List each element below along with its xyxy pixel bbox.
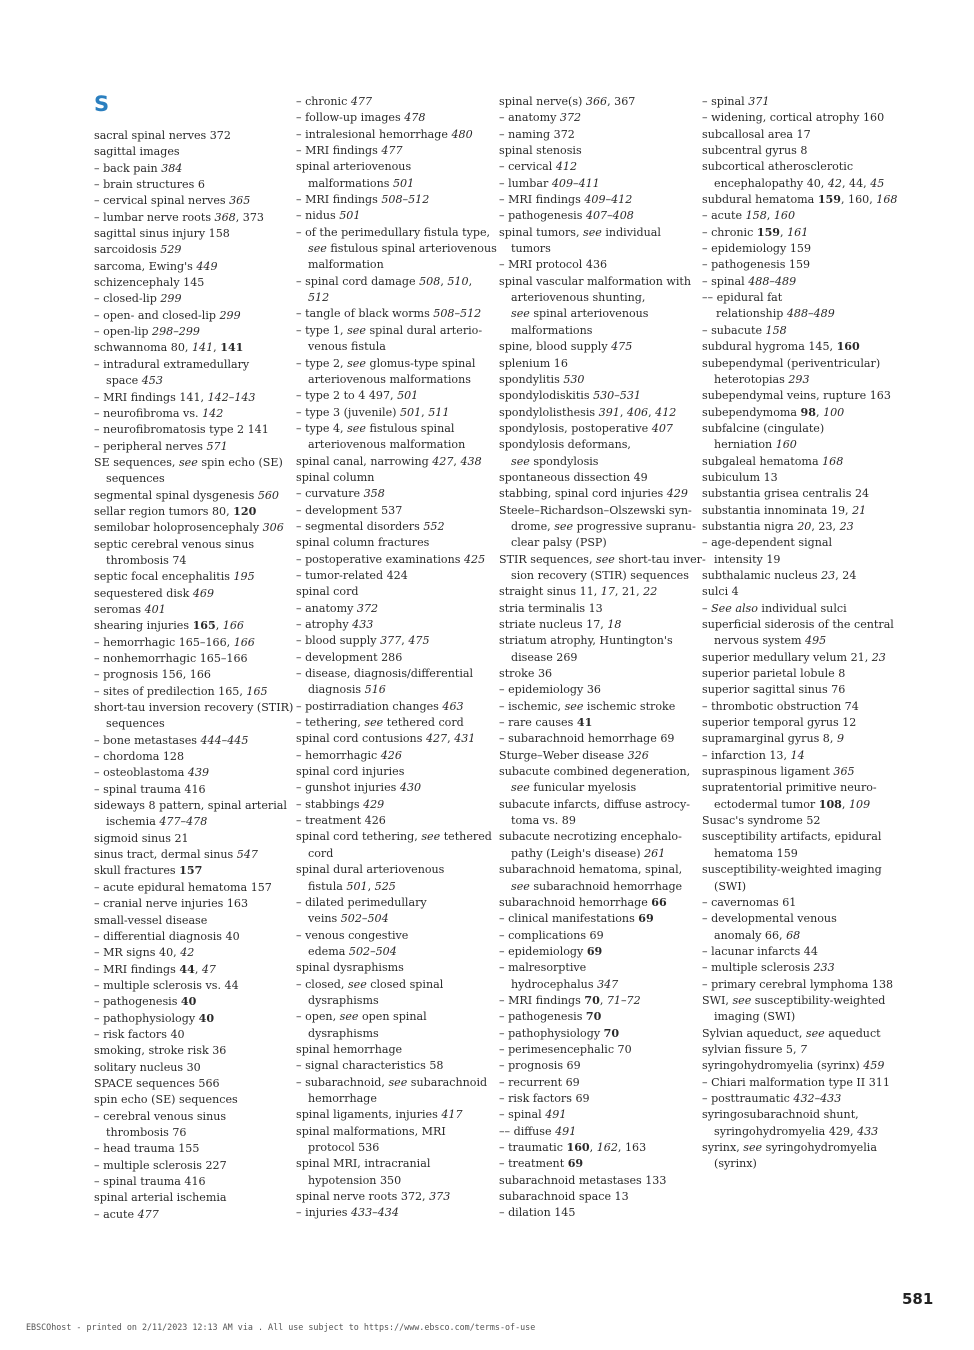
- index-entry: – postirradiation changes 463: [296, 699, 464, 713]
- index-entry: malformation: [308, 258, 384, 272]
- index-entry: spinal cord injuries: [296, 765, 405, 779]
- index-entry: schizencephaly 145: [94, 276, 205, 290]
- index-entry: – type 1, see spinal dural arterio-: [296, 323, 483, 337]
- index-entry: supramarginal gyrus 8, 9: [702, 732, 844, 746]
- index-column-4: [702, 94, 898, 1173]
- index-entry: – subarachnoid, see subarachnoid: [296, 1075, 488, 1089]
- index-entry: spinal arterial ischemia: [94, 1191, 227, 1205]
- index-entry: spondylosis, postoperative 407: [499, 421, 673, 435]
- index-entry: fistula 501, 525: [308, 879, 396, 893]
- index-entry: spine, blood supply 475: [499, 340, 633, 354]
- index-entry: 512: [308, 291, 330, 305]
- index-entry: Sturge–Weber disease 326: [499, 748, 649, 762]
- index-entry: subacute infarcts, diffuse astrocy-: [499, 797, 691, 811]
- index-entry: – epidemiology 69: [499, 944, 603, 958]
- index-entry: Susac's syndrome 52: [702, 814, 821, 828]
- index-entry: – sites of predilection 165, 165: [94, 684, 268, 698]
- index-entry: superior medullary velum 21, 23: [702, 650, 886, 664]
- index-entry: – head trauma 155: [94, 1142, 200, 1156]
- index-entry: hematoma 159: [714, 846, 798, 860]
- index-entry: – risk factors 69: [499, 1091, 590, 1105]
- index-entry: – MRI findings 409–412: [499, 193, 633, 207]
- index-entry: – cervical 412: [499, 160, 578, 174]
- index-entry: – blood supply 377, 475: [296, 634, 430, 648]
- index-entry: – chronic 477: [296, 95, 373, 108]
- index-entry: spinal cord contusions 427, 431: [296, 732, 476, 746]
- index-entry: sarcoma, Ewing's 449: [94, 259, 218, 273]
- index-entry: see spinal arteriovenous: [511, 307, 649, 321]
- index-entry: ischemia 477–478: [106, 815, 208, 829]
- index-entry: – risk factors 40: [94, 1027, 185, 1041]
- index-entry: spinal column fractures: [296, 536, 430, 550]
- index-entry: – closed-lip 299: [94, 292, 182, 306]
- index-entry: spinal hemorrhage: [296, 1042, 403, 1056]
- index-entry: – tangle of black worms 508–512: [296, 307, 482, 321]
- index-entry: supratentorial primitive neuro-: [702, 781, 877, 795]
- index-entry: – pathophysiology 40: [94, 1011, 215, 1025]
- index-entry: – infarction 13, 14: [702, 748, 805, 762]
- index-entry: – closed, see closed spinal: [296, 977, 444, 991]
- index-entry: – postoperative examinations 425: [296, 552, 486, 566]
- index-entry: – developmental venous: [702, 912, 837, 926]
- index-entry: malformations: [511, 323, 593, 337]
- index-entry: – peripheral nerves 571: [94, 439, 228, 453]
- index-entry: toma vs. 89: [511, 814, 576, 828]
- index-entry: sacral spinal nerves 372: [94, 129, 231, 142]
- index-entry: – spinal 491: [499, 1108, 567, 1122]
- index-entry: sinus tract, dermal sinus 547: [94, 848, 258, 862]
- index-entry: solitary nucleus 30: [94, 1060, 201, 1074]
- index-entry: spondylodiskitis 530–531: [499, 389, 641, 403]
- index-entry: – intralesional hemorrhage 480: [296, 127, 473, 141]
- index-entry: sequences: [106, 472, 165, 486]
- index-entry: – prognosis 69: [499, 1059, 581, 1073]
- index-entry: – disease, diagnosis/differential: [296, 667, 474, 681]
- index-entry: – curvature 358: [296, 487, 385, 501]
- index-entry: arteriovenous malformation: [308, 438, 466, 452]
- index-entry: subarachnoid hematoma, spinal,: [499, 863, 683, 877]
- index-entry: – hemorrhagic 426: [296, 748, 402, 762]
- index-entry: hemorrhage: [308, 1091, 377, 1105]
- index-entry: – type 3 (juvenile) 501, 511: [296, 405, 450, 419]
- index-entry: – anatomy 372: [499, 111, 582, 125]
- index-entry: – spinal cord damage 508, 510,: [296, 274, 473, 288]
- index-entry: – tumor-related 424: [296, 568, 408, 582]
- index-entry: clear palsy (PSP): [511, 536, 607, 550]
- index-entry: disease 269: [511, 650, 578, 664]
- index-entry: – cerebral venous sinus: [94, 1109, 227, 1123]
- index-entry: stroke 36: [499, 667, 553, 681]
- index-entry: subiculum 13: [702, 470, 778, 484]
- index-entry: subcortical atherosclerotic: [702, 160, 854, 174]
- index-entry: subdural hematoma 159, 160, 168: [702, 193, 898, 207]
- index-entry: – follow-up images 478: [296, 111, 426, 125]
- index-entry: – back pain 384: [94, 161, 183, 175]
- index-entry: – MRI protocol 436: [499, 258, 608, 272]
- index-entry: – type 2 to 4 497, 501: [296, 389, 419, 403]
- index-entry: sion recovery (STIR) sequences: [511, 568, 689, 582]
- index-entry: spondylolisthesis 391, 406, 412: [499, 405, 677, 419]
- index-entry: small-vessel disease: [94, 913, 208, 927]
- index-entry: – subacute 158: [702, 323, 787, 337]
- index-entry: pathy (Leigh's disease) 261: [511, 846, 666, 860]
- index-entry: – gunshot injuries 430: [296, 781, 422, 795]
- index-entry: subacute combined degeneration,: [499, 765, 691, 779]
- index-entry: intensity 19: [714, 552, 781, 566]
- index-entry: – Chiari malformation type II 311: [702, 1075, 890, 1089]
- index-entry: splenium 16: [499, 356, 568, 370]
- index-entry: – lacunar infarcts 44: [702, 944, 818, 958]
- index-entry: syringohydromyelia 429, 433: [714, 1124, 879, 1138]
- index-entry: – development 537: [296, 503, 403, 517]
- index-entry: – naming 372: [499, 127, 575, 141]
- index-entry: spinal dural arteriovenous: [296, 863, 445, 877]
- index-entry: relationship 488–489: [716, 307, 835, 321]
- index-entry: – nidus 501: [296, 209, 361, 223]
- index-entry: – acute 158, 160: [702, 209, 796, 223]
- index-entry: stria terminalis 13: [499, 601, 603, 615]
- index-entry: spinal cord: [296, 585, 359, 599]
- index-entry: striate nucleus 17, 18: [499, 618, 622, 631]
- index-entry: (syrinx): [714, 1157, 757, 1171]
- index-entry: subarachnoid metastases 133: [499, 1173, 667, 1187]
- index-entry: spinal canal, narrowing 427, 438: [296, 454, 482, 468]
- index-entry: drome, see progressive supranu-: [511, 519, 696, 533]
- index-entry: – rare causes 41: [499, 716, 593, 730]
- index-entry: syringosubarachnoid shunt,: [702, 1108, 859, 1122]
- index-entry: subependymal (periventricular): [702, 356, 881, 370]
- index-entry: substantia innominata 19, 21: [702, 503, 867, 517]
- index-entry: – epidemiology 36: [499, 683, 601, 697]
- index-entry: subgaleal hematoma 168: [702, 454, 844, 468]
- index-entry: – anatomy 372: [296, 601, 379, 615]
- index-entry: (SWI): [714, 879, 747, 893]
- index-entry: subcentral gyrus 8: [702, 144, 808, 158]
- index-entry: tumors: [511, 242, 551, 256]
- index-entry: sigmoid sinus 21: [94, 831, 189, 845]
- index-entry: STIR sequences, see short-tau inver-: [499, 552, 706, 566]
- index-entry: – clinical manifestations 69: [499, 912, 654, 926]
- index-entry: seromas 401: [94, 602, 166, 616]
- index-entry: – traumatic 160, 162, 163: [499, 1141, 647, 1154]
- index-entry: – of the perimedullary fistula type,: [296, 225, 491, 239]
- index-entry: protocol 536: [308, 1141, 380, 1154]
- index-entry: venous fistula: [308, 340, 386, 354]
- footer-text: EBSCOhost - printed on 2/11/2023 12:13 AM via . All use subject to https://www.ebsco.com/terms-of-use: [26, 1322, 536, 1332]
- index-entry: Sylvian aqueduct, see aqueduct: [702, 1026, 881, 1040]
- index-entry: – development 286: [296, 650, 403, 664]
- index-entry: spinal dysraphisms: [296, 961, 404, 975]
- index-entry: hypotension 350: [308, 1173, 402, 1187]
- index-entry: – acute 477: [94, 1207, 159, 1221]
- index-entry: encephalopathy 40, 42, 44, 45: [714, 176, 885, 190]
- index-entry: – ischemic, see ischemic stroke: [499, 699, 676, 713]
- index-entry: Steele–Richardson–Olszewski syn-: [499, 503, 692, 517]
- index-entry: – age-dependent signal: [702, 536, 833, 550]
- index-column-3: [499, 94, 706, 1222]
- index-entry: –– diffuse 491: [499, 1124, 577, 1138]
- index-entry: – spinal trauma 416: [94, 1175, 206, 1188]
- index-entry: SWI, see susceptibility-weighted: [702, 993, 886, 1007]
- index-entry: shearing injuries 165, 166: [94, 619, 244, 633]
- index-entry: – spinal trauma 416: [94, 782, 206, 796]
- index-entry: herniation 160: [714, 438, 797, 452]
- index-entry: – multiple sclerosis 227: [94, 1158, 227, 1172]
- index-entry: – dilated perimedullary: [296, 895, 427, 909]
- index-entry: – type 4, see fistulous spinal: [296, 421, 455, 435]
- index-entry: subthalamic nucleus 23, 24: [702, 568, 857, 582]
- index-entry: – chronic 159, 161: [702, 225, 809, 239]
- index-entry: spinal arteriovenous: [296, 160, 412, 174]
- index-entry: – treatment 426: [296, 814, 386, 828]
- index-entry: spinal malformations, MRI: [296, 1124, 446, 1138]
- index-entry: spinal vascular malformation with: [499, 274, 692, 288]
- index-entry: – pathogenesis 40: [94, 995, 197, 1009]
- index-entry: – open- and closed-lip 299: [94, 308, 241, 322]
- page-number: 581: [902, 1290, 934, 1308]
- index-entry: – pathophysiology 70: [499, 1026, 620, 1040]
- index-entry: dysraphisms: [308, 1026, 379, 1040]
- index-entry: sarcoidosis 529: [94, 243, 182, 257]
- index-entry: – osteoblastoma 439: [94, 766, 210, 780]
- index-entry: nervous system 495: [714, 634, 827, 648]
- index-entry: septic focal encephalitis 195: [94, 570, 255, 584]
- index-entry: – brain structures 6: [94, 178, 205, 192]
- index-entry: see spondylosis: [511, 454, 599, 468]
- index-entry: striatum atrophy, Huntington's: [499, 634, 673, 648]
- index-entry: arteriovenous shunting,: [511, 291, 646, 305]
- index-entry: spinal tumors, see individual: [499, 225, 661, 239]
- index-entry: sagittal sinus injury 158: [94, 227, 230, 241]
- index-entry: edema 502–504: [308, 944, 397, 958]
- index-entry: – subarachnoid hemorrhage 69: [499, 732, 675, 746]
- index-entry: superior sagittal sinus 76: [702, 683, 846, 697]
- index-entry: heterotopias 293: [714, 372, 810, 386]
- index-entry: subarachnoid space 13: [499, 1190, 629, 1204]
- index-entry: subcallosal area 17: [702, 127, 811, 141]
- index-column-1: [94, 128, 294, 1223]
- index-entry: sulci 4: [702, 585, 739, 599]
- index-entry: – stabbings 429: [296, 797, 385, 811]
- index-entry: susceptibility artifacts, epidural: [702, 830, 882, 844]
- index-entry: – treatment 69: [499, 1157, 584, 1171]
- index-entry: – MRI findings 141, 142–143: [94, 390, 256, 404]
- index-entry: – hemorrhagic 165–166, 166: [94, 635, 255, 649]
- index-entry: – prognosis 156, 166: [94, 668, 211, 682]
- index-entry: – epidemiology 159: [702, 242, 811, 256]
- index-entry: sequestered disk 469: [94, 586, 215, 600]
- index-entry: see funicular myelosis: [511, 781, 637, 795]
- index-entry: – posttraumatic 432–433: [702, 1091, 842, 1105]
- index-entry: septic cerebral venous sinus: [94, 537, 255, 551]
- index-entry: cord: [308, 846, 334, 860]
- index-entry: dysraphisms: [308, 993, 379, 1007]
- index-entry: supraspinous ligament 365: [702, 765, 855, 779]
- index-entry: syrinx, see syringohydromyelia: [702, 1141, 877, 1154]
- index-entry: – perimesencephalic 70: [499, 1042, 632, 1056]
- index-entry: – MRI findings 477: [296, 144, 403, 158]
- index-entry: substantia nigra 20, 23, 23: [702, 519, 854, 533]
- index-entry: – acute epidural hematoma 157: [94, 880, 272, 894]
- index-entry: – pathogenesis 70: [499, 1010, 602, 1024]
- index-entry: – multiple sclerosis vs. 44: [94, 978, 239, 992]
- index-entry: – tethering, see tethered cord: [296, 716, 464, 730]
- index-entry: – lumbar 409–411: [499, 176, 600, 190]
- index-entry: segmental spinal dysgenesis 560: [94, 488, 279, 502]
- index-entry: smoking, stroke risk 36: [94, 1044, 227, 1058]
- index-entry: – neurofibroma vs. 142: [94, 406, 224, 420]
- index-entry: superior parietal lobule 8: [702, 667, 846, 681]
- index-entry: diagnosis 516: [308, 683, 386, 697]
- index-entry: substantia grisea centralis 24: [702, 487, 870, 501]
- index-entry: spontaneous dissection 49: [499, 470, 648, 484]
- index-entry: – spinal 488–489: [702, 274, 797, 288]
- index-entry: see subarachnoid hemorrhage: [511, 879, 683, 893]
- index-entry: – recurrent 69: [499, 1075, 580, 1089]
- index-entry: spinal nerve roots 372, 373: [296, 1190, 451, 1204]
- index-entry: – open-lip 298–299: [94, 325, 200, 339]
- index-entry: – primary cerebral lymphoma 138: [702, 977, 894, 991]
- index-entry: skull fractures 157: [94, 864, 203, 878]
- index-entry: hydrocephalus 347: [511, 977, 619, 991]
- index-entry: – thrombotic obstruction 74: [702, 699, 859, 713]
- index-entry: – cranial nerve injuries 163: [94, 897, 249, 911]
- index-entry: sideways 8 pattern, spinal arterial: [94, 799, 287, 813]
- index-entry: – signal characteristics 58: [296, 1059, 444, 1073]
- index-entry: – bone metastases 444–445: [94, 733, 249, 747]
- index-entry: – widening, cortical atrophy 160: [702, 111, 885, 125]
- index-entry: arteriovenous malformations: [308, 372, 471, 386]
- index-entry: spondylosis deformans,: [499, 438, 631, 452]
- index-entry: subependymoma 98, 100: [702, 405, 845, 419]
- index-entry: – lumbar nerve roots 368, 373: [94, 210, 264, 224]
- index-entry: – nonhemorrhagic 165–166: [94, 652, 248, 665]
- index-entry: – differential diagnosis 40: [94, 929, 240, 943]
- index-entry: semilobar holoprosencephaly 306: [94, 521, 284, 535]
- index-entry: – See also individual sulci: [702, 601, 847, 615]
- index-entry: – cervical spinal nerves 365: [94, 194, 251, 208]
- index-entry: subarachnoid hemorrhage 66: [499, 895, 667, 909]
- section-letter: S: [94, 92, 110, 116]
- index-column-2: [296, 94, 497, 1222]
- index-entry: sequences: [106, 717, 165, 731]
- index-entry: – MR signs 40, 42: [94, 946, 195, 960]
- index-entry: superior temporal gyrus 12: [702, 716, 857, 730]
- index-entry: schwannoma 80, 141, 141: [94, 341, 244, 355]
- index-entry: space 453: [106, 374, 163, 388]
- index-entry: veins 502–504: [308, 912, 389, 926]
- index-entry: syringohydromyelia (syrinx) 459: [702, 1059, 885, 1073]
- index-entry: sagittal images: [94, 145, 180, 159]
- index-entry: thrombosis 74: [106, 553, 187, 567]
- index-entry: – pathogenesis 159: [702, 258, 811, 272]
- index-entry: subependymal veins, rupture 163: [702, 389, 891, 403]
- index-entry: – neurofibromatosis type 2 141: [94, 423, 269, 437]
- index-entry: subacute necrotizing encephalo-: [499, 830, 682, 844]
- index-entry: – spinal 371: [702, 95, 770, 108]
- index-entry: spinal MRI, intracranial: [296, 1157, 431, 1171]
- index-entry: –– epidural fat: [702, 291, 783, 305]
- index-entry: subdural hygroma 145, 160: [702, 340, 860, 354]
- index-entry: spinal cord tethering, see tethered: [296, 830, 492, 844]
- index-entry: spin echo (SE) sequences: [94, 1093, 238, 1107]
- index-entry: spinal stenosis: [499, 144, 582, 158]
- index-entry: – MRI findings 44, 47: [94, 962, 216, 976]
- index-entry: – atrophy 433: [296, 618, 374, 631]
- index-entry: – malresorptive: [499, 961, 587, 975]
- index-entry: spinal ligaments, injuries 417: [296, 1108, 463, 1122]
- index-entry: – venous congestive: [296, 928, 409, 942]
- index-entry: straight sinus 11, 17, 21, 22: [499, 585, 658, 599]
- index-entry: – cavernomas 61: [702, 895, 797, 909]
- index-entry: sylvian fissure 5, 7: [702, 1042, 808, 1056]
- index-entry: sellar region tumors 80, 120: [94, 504, 257, 518]
- index-entry: susceptibility-weighted imaging: [702, 863, 882, 877]
- index-entry: – complications 69: [499, 928, 604, 942]
- index-entry: – pathogenesis 407–408: [499, 209, 634, 223]
- index-entry: malformations 501: [308, 176, 415, 190]
- index-entry: – multiple sclerosis 233: [702, 961, 835, 975]
- index-entry: – open, see open spinal: [296, 1010, 427, 1024]
- index-entry: thrombosis 76: [106, 1125, 187, 1139]
- index-entry: ectodermal tumor 108, 109: [714, 797, 871, 811]
- index-entry: see fistulous spinal arteriovenous: [308, 242, 497, 256]
- index-entry: – chordoma 128: [94, 750, 185, 764]
- index-entry: – MRI findings 508–512: [296, 193, 430, 207]
- index-entry: – type 2, see glomus-type spinal: [296, 356, 476, 370]
- index-entry: – injuries 433–434: [296, 1206, 399, 1220]
- index-entry: anomaly 66, 68: [714, 928, 801, 942]
- index-entry: short-tau inversion recovery (STIR): [94, 701, 294, 715]
- index-entry: – MRI findings 70, 71–72: [499, 993, 641, 1007]
- index-entry: subfalcine (cingulate): [702, 421, 825, 435]
- index-entry: – segmental disorders 552: [296, 519, 445, 533]
- index-entry: spinal nerve(s) 366, 367: [499, 95, 636, 108]
- index-entry: spinal column: [296, 470, 375, 484]
- index-entry: spondylitis 530: [499, 372, 585, 386]
- index-entry: – intradural extramedullary: [94, 357, 250, 371]
- index-entry: SE sequences, see spin echo (SE): [94, 455, 283, 469]
- index-entry: superficial siderosis of the central: [702, 618, 894, 631]
- index-entry: – dilation 145: [499, 1206, 576, 1220]
- index-entry: SPACE sequences 566: [94, 1076, 220, 1090]
- index-entry: stabbing, spinal cord injuries 429: [499, 487, 688, 501]
- index-entry: imaging (SWI): [714, 1010, 796, 1024]
